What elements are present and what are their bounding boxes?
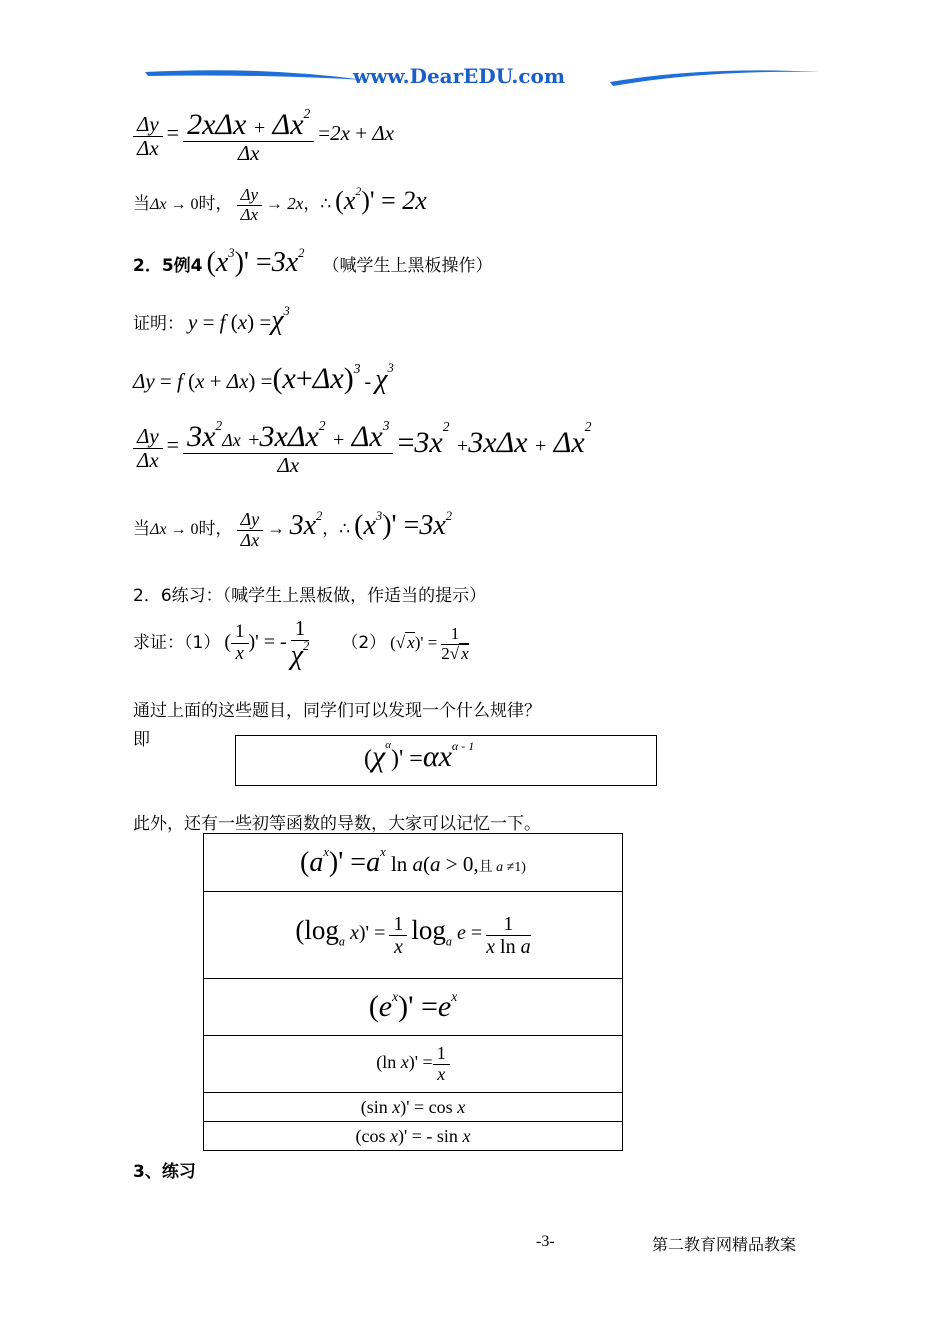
table-row <box>204 892 623 979</box>
besides-line: 此外，还有一些初等函数的导数，大家可以记忆一下。 <box>133 814 541 834</box>
prove-line: 求证：（1） ( $\frac{1}{x}$ )' = - $\frac{1}{\chi^2}$ （2） (√ x)' = $\frac{1}{2√ x}$ <box>133 616 469 672</box>
power-rule-box: $(\chi^\alpha)' =\alpha x^{\alpha - 1}$ <box>235 735 657 786</box>
header-banner <box>140 62 820 96</box>
formula-sin: (sin x)' = cos x <box>204 1093 623 1122</box>
eq-difference-quotient-cube: $\frac{\Delta y}{\Delta x}$ = $\frac{3x^2\Delta x +3x\Delta x^2 + \Delta x^3}{\Delta x}$ $=3x^2 +3x\Delta x + \Delta x^2$ <box>133 420 591 477</box>
table-row <box>204 1036 623 1093</box>
site-name: www.DearEDU.com <box>353 64 566 88</box>
formula-exponential-a: $(a^x)' =a^x$ ln a(a > 0,且 a ≠1) <box>204 834 623 892</box>
example-4-line: 2．5例4 $(x^3)' =3x^2$ （喊学生上黑板操作） <box>133 245 493 278</box>
table-row <box>204 1093 623 1122</box>
formula-log-a: ($\log_a$ x)' = $\frac{1}{x}$ $\log_a e$ = $\frac{1}{\text{x ln a}}$ <box>204 892 623 979</box>
page-number: -3- <box>536 1233 555 1250</box>
limit-line-cube: 当Δx → 0时， $\frac{\Delta y}{\Delta x}$ → $3x^2$，∴ $(x^3)' =3x^2$ <box>133 508 453 550</box>
right-swoosh-icon <box>605 62 825 96</box>
ji-label: 即 <box>133 730 150 750</box>
table-row <box>204 1122 623 1151</box>
question-line: 通过上面的这些题目，同学们可以发现一个什么规律？ <box>133 701 541 721</box>
section-3-heading: 3、练习 <box>133 1162 196 1182</box>
left-swoosh-icon <box>140 62 370 96</box>
derivative-formula-table <box>203 833 623 1151</box>
eq-delta-y-cube: Δy = f $(x + \Delta x) =(x+\Delta x)^3 - \chi^3$ <box>133 360 394 395</box>
proof-line: 证明： y = f $(x) =\chi^3$ <box>133 303 290 336</box>
limit-line-square: 当Δx → 0时， $\frac{\Delta y}{\Delta x}$ → 2x，∴ $(x^2)' = 2x$ <box>133 184 427 224</box>
eq-difference-quotient-square: $\frac{\Delta y}{\Delta x}$ = $\frac{2x\Delta x + \Delta x^2}{\Delta x}$ =2x + Δx <box>133 108 394 165</box>
practice-line: 2．6练习：（喊学生上黑板做，作适当的提示） <box>133 586 487 606</box>
footer-source: 第二教育网精品教案 <box>652 1235 797 1254</box>
table-row <box>204 979 623 1036</box>
table-row <box>204 834 623 892</box>
formula-ln: (ln x)' = $\frac{1}{x}$ <box>204 1036 623 1093</box>
formula-cos: (cos x)' = - sin x <box>204 1122 623 1151</box>
formula-exponential-e: $(e^x)' =e^x$ <box>204 979 623 1036</box>
